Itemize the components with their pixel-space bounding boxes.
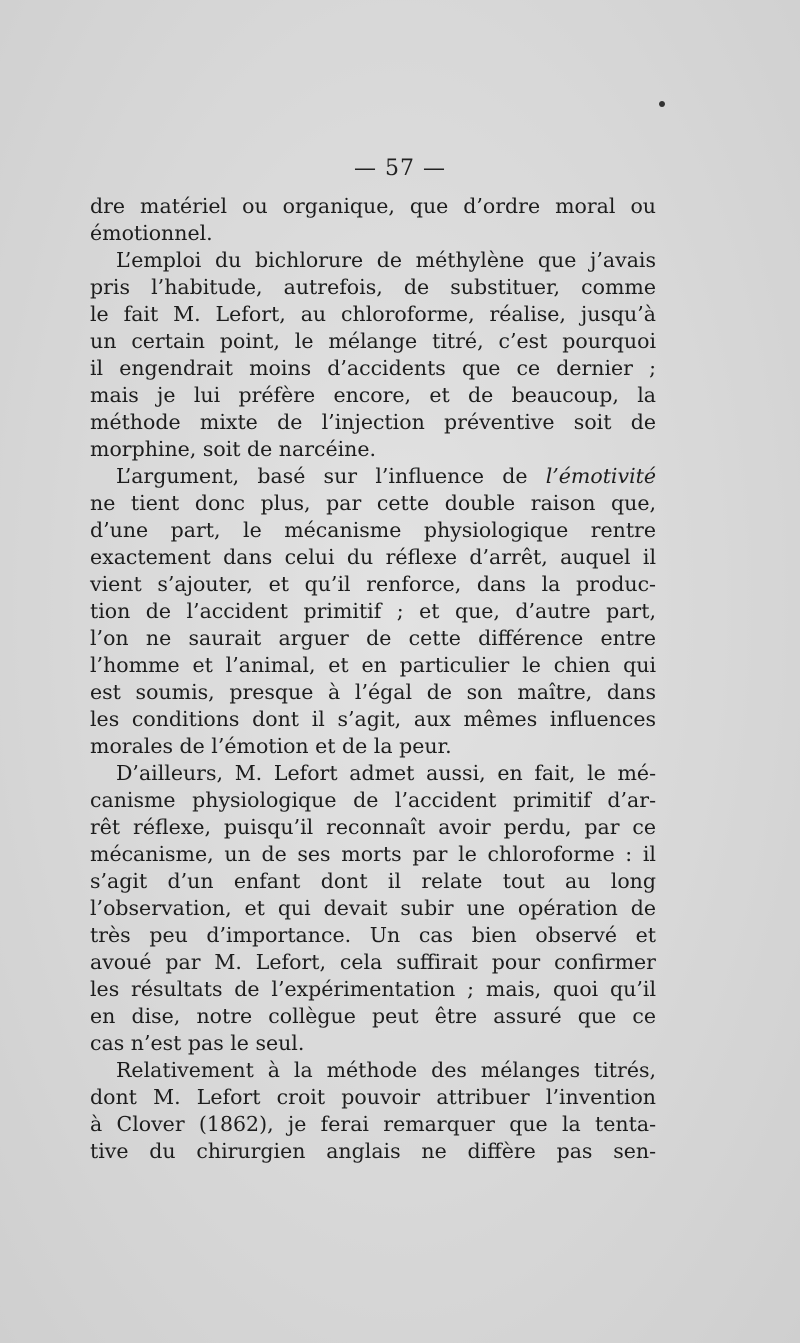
text-line: d’une part, le mécanisme physiologique rentre	[90, 518, 656, 542]
text-line: vient s’ajouter, et qu’il renforce, dans la produc-	[90, 572, 656, 596]
paragraph-2	[90, 247, 656, 463]
text-line: mécanisme, un de ses morts par le chloroforme : il	[90, 842, 656, 866]
text-line: les conditions dont il s’agit, aux mêmes influences	[90, 707, 656, 731]
text-line: rêt réflexe, puisqu’il reconnaît avoir perdu, par ce	[90, 815, 656, 839]
text-line: s’agit d’un enfant dont il relate tout au long	[90, 869, 656, 893]
text-line: canisme physiologique de l’accident primitif d’ar-	[90, 788, 656, 812]
text-line: les résultats de l’expérimentation ; mais, quoi qu’il	[90, 977, 656, 1001]
body-text	[90, 193, 656, 1165]
paragraph-4	[90, 760, 656, 1057]
text-line: le fait M. Lefort, au chloroforme, réalise, jusqu’à	[90, 302, 656, 326]
paragraph-3	[90, 463, 656, 760]
text-line: pris l’habitude, autrefois, de substituer, comme	[90, 275, 656, 299]
paragraph-1	[90, 193, 656, 247]
text-line: méthode mixte de l’injection préventive soit de	[90, 410, 656, 434]
text-line: très peu d’importance. Un cas bien observé et	[90, 923, 656, 947]
text-line: Relativement à la méthode des mélanges titrés,	[116, 1058, 656, 1082]
text-line: dre matériel ou organique, que d’ordre moral ou	[90, 194, 656, 218]
text-line: l’homme et l’animal, et en particulier le chien qui	[90, 653, 656, 677]
text-line: cas n’est pas le seul.	[90, 1031, 305, 1055]
text-line: tion de l’accident primitif ; et que, d’autre part,	[90, 599, 656, 623]
text-line: tive du chirurgien anglais ne diffère pas sen-	[90, 1139, 656, 1163]
text-line: ne tient donc plus, par cette double raison que,	[90, 491, 656, 515]
text-line: l’observation, et qui devait subir une opération de	[90, 896, 656, 920]
text-line	[90, 463, 656, 490]
text-line: D’ailleurs, M. Lefort admet aussi, en fait, le mé-	[116, 761, 656, 785]
text-line: morphine, soit de narcéine.	[90, 437, 377, 461]
paragraph-5	[90, 1057, 656, 1165]
text-line: à Clover (1862), je ferai remarquer que la tenta-	[90, 1112, 656, 1136]
text-line-prefix: L’argument, basé sur l’influence de	[116, 464, 546, 488]
text-line: avoué par M. Lefort, cela suffirait pour confirmer	[90, 950, 656, 974]
text-line: L’emploi du bichlorure de méthylène que j’avais	[116, 248, 656, 272]
text-line: morales de l’émotion et de la peur.	[90, 734, 452, 758]
ink-speck	[659, 101, 665, 107]
text-line: mais je lui préfère encore, et de beaucoup, la	[90, 383, 656, 407]
page-number: — 57 —	[354, 156, 446, 181]
italic-term: l’émotivité	[545, 464, 656, 488]
text-line: l’on ne saurait arguer de cette différence entre	[90, 626, 656, 650]
text-line: exactement dans celui du réflexe d’arrêt, auquel il	[90, 545, 656, 569]
text-line: en dise, notre collègue peut être assuré que ce	[90, 1004, 656, 1028]
text-line: émotionnel.	[90, 221, 213, 245]
text-line: est soumis, presque à l’égal de son maître, dans	[90, 680, 656, 704]
text-line: dont M. Lefort croit pouvoir attribuer l’invention	[90, 1085, 656, 1109]
text-line: un certain point, le mélange titré, c’est pourquoi	[90, 329, 656, 353]
text-line: il engendrait moins d’accidents que ce dernier ;	[90, 356, 656, 380]
